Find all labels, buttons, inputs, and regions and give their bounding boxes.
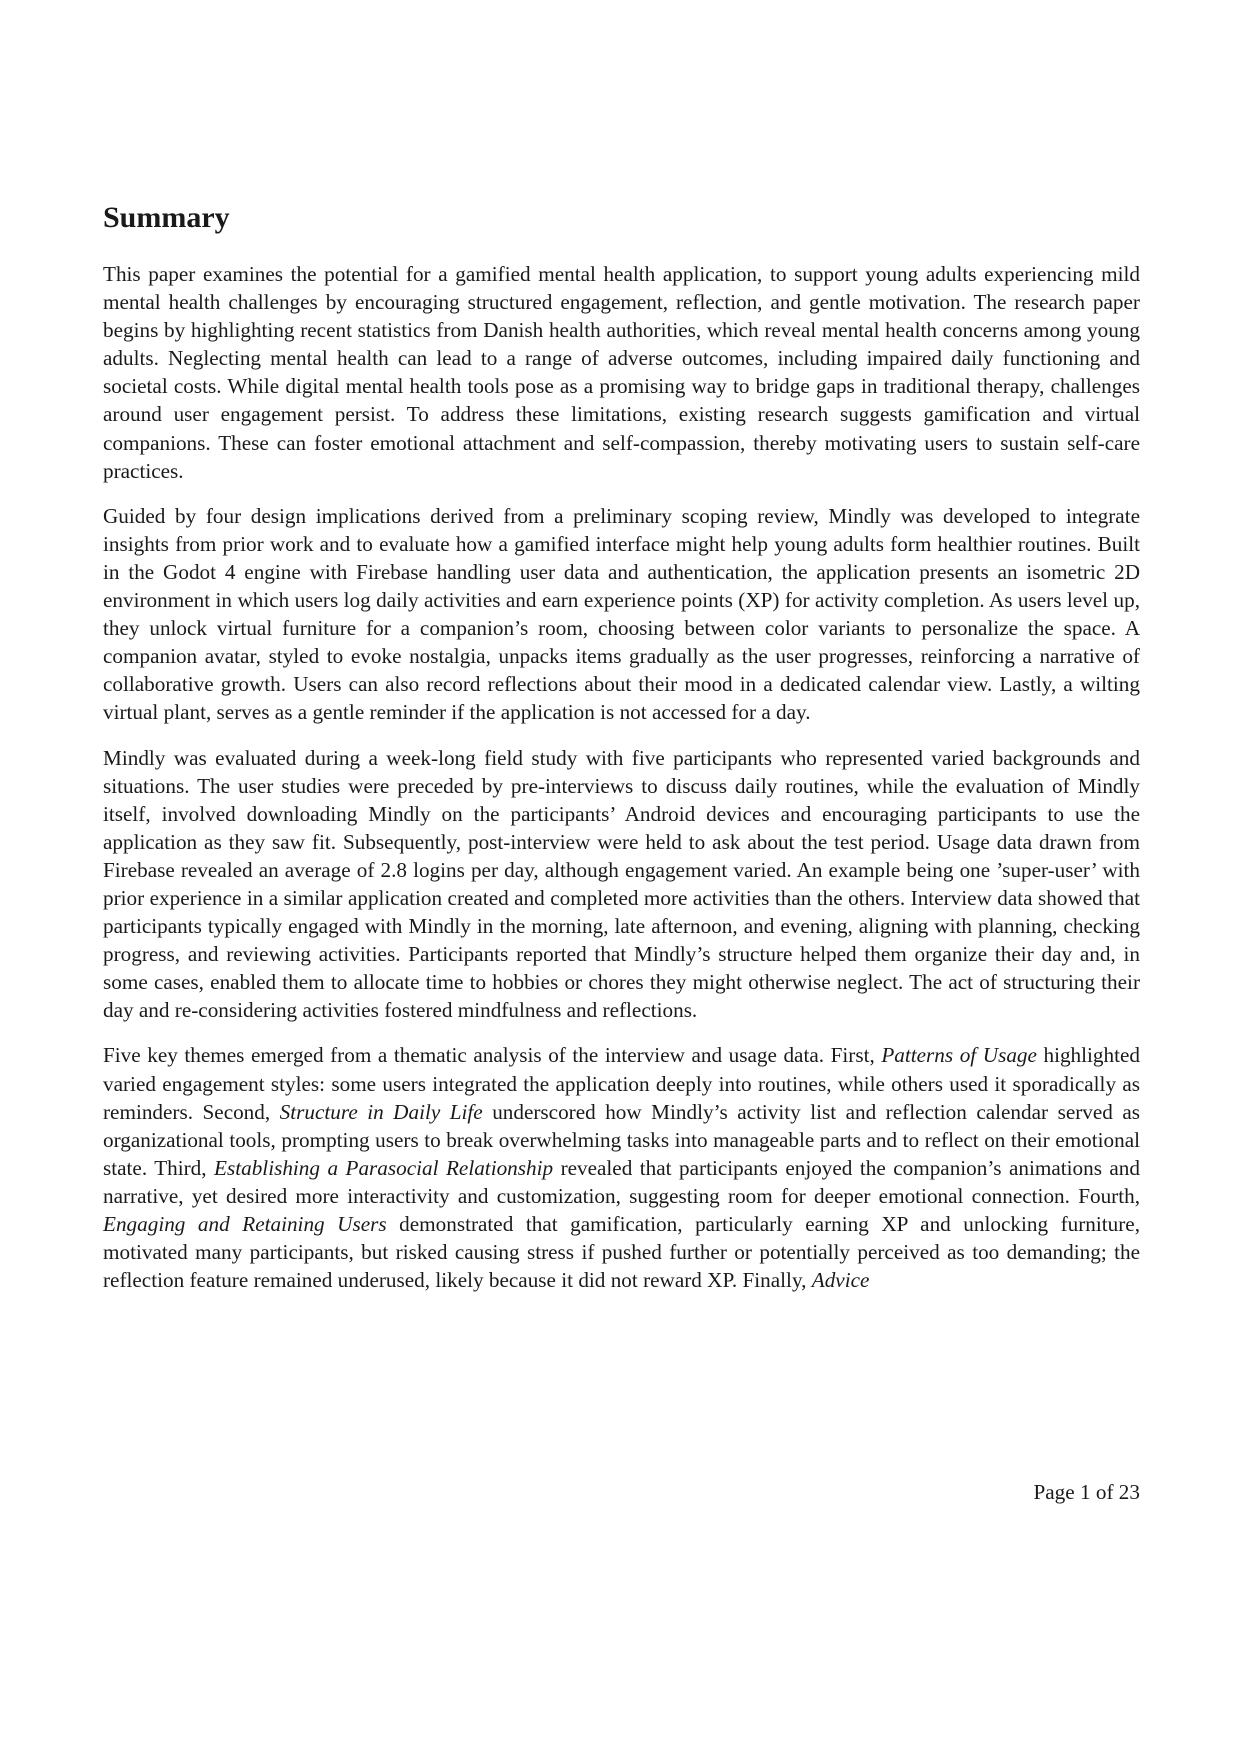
paragraph-design: Guided by four design implications derived from a preliminary scoping review, Mindly was developed to integrate insights from prior work and to evaluate how a gamified interface might help young adults form healthier routines. Built in the Godot 4 engine with Firebase handling user data and authentication, the application presents an isometric 2D environment in which users log daily activities and earn experience points (XP) for activity completion. As users level up, they unlock virtual furniture for a companion’s room, choosing between color variants to personalize the space. A companion avatar, styled to evoke nostalgia, unpacks items gradually as the user progresses, reinforcing a narrative of collaborative growth. Users can also record reflections about their mood in a dedicated calendar view. Lastly, a wilting virtual plant, serves as a gentle reminder if the application is not accessed for a day.: [103, 503, 1140, 725]
theme-structure-in-daily-life: Structure in Daily Life: [279, 1099, 483, 1124]
themes-text-4: revealed that participants enjoyed the companion’s animations and narrative, yet desired more interactivity and customization, suggesting room for deeper emotional connection. Fourth,: [103, 1155, 1140, 1208]
themes-text-5: demonstrated that gamification, particularly earning XP and unlocking furniture, motivated many participants, but risked causing stress if pushed further or potentially perceived as too demanding; the reflection feature remained underused, likely because it did not reward XP. Finally,: [103, 1212, 1140, 1293]
theme-parasocial-relationship: Establishing a Parasocial Relationship: [214, 1155, 554, 1180]
page-content: [103, 200, 1140, 1311]
themes-text-1: Five key themes emerged from a thematic analysis of the interview and usage data. First,: [103, 1043, 882, 1068]
theme-engaging-and-retaining: Engaging and Retaining Users: [103, 1212, 387, 1236]
paragraph-themes: [103, 1041, 1140, 1294]
themes-text-3: underscored how Mindly’s activity list and reflection calendar served as organizational tools, prompting users to break overwhelming tasks into manageable parts and to reflect on their emotional state. Third,: [103, 1099, 1140, 1180]
theme-patterns-of-usage: Patterns of Usage: [881, 1043, 1037, 1068]
themes-text-2: highlighted varied engagement styles: some users integrated the application deeply into routines, while others used it sporadically as reminders. Second,: [103, 1043, 1140, 1124]
theme-advice: Advice: [811, 1268, 870, 1293]
paragraph-evaluation: Mindly was evaluated during a week-long field study with five participants who represented varied backgrounds and situations. The user studies were preceded by pre-interviews to discuss daily routines, while the evaluation of Mindly itself, involved downloading Mindly on the participants’ Android devices and encouraging participants to use the application as they saw fit. Subsequently, post-interview were held to ask about the test period. Usage data drawn from Firebase revealed an average of 2.8 logins per day, although engagement varied. An example being one ’super-user’ with prior experience in a similar application created and completed more activities than the others. Interview data showed that participants typically engaged with Mindly in the morning, late afternoon, and evening, aligning with planning, checking progress, and reviewing activities. Participants reported that Mindly’s structure helped them organize their day and, in some cases, enabled them to allocate time to hobbies or chores they might otherwise neglect. The act of structuring their day and re-considering activities fostered mindfulness and reflections.: [103, 745, 1140, 1023]
page-number: Page 1 of 23: [1033, 1480, 1140, 1504]
section-title: Summary: [103, 201, 230, 234]
paragraph-introduction: This paper examines the potential for a gamified mental health application, to support young adults experiencing mild mental health challenges by encouraging structured engagement, reflection, and gentle motivation. The research paper begins by highlighting recent statistics from Danish health authorities, which reveal mental health concerns among young adults. Neglecting mental health can lead to a range of adverse outcomes, including impaired daily functioning and societal costs. While digital mental health tools pose as a promising way to bridge gaps in traditional therapy, challenges around user engagement persist. To address these limitations, existing research suggests gamification and virtual companions. These can foster emotional attachment and self-compassion, thereby motivating users to sustain self-care practices.: [103, 262, 1140, 483]
